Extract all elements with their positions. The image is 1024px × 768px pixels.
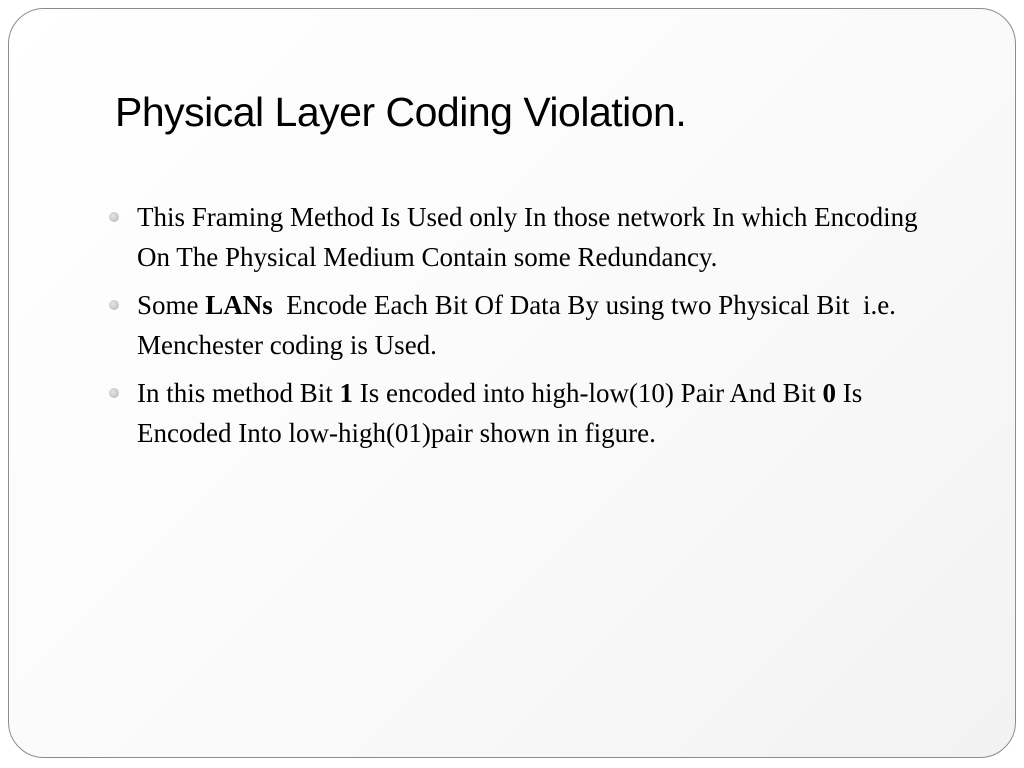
bullet-text-suffix: Is Encoded Into low-high(01)pair shown in figure. [137, 378, 863, 448]
bullet-bold-digit: 0 [822, 378, 836, 408]
bullet-bold-digit: 1 [339, 378, 353, 408]
bullet-item [107, 373, 927, 453]
bullet-bold-term: LANs [205, 290, 273, 320]
bullet-icon [109, 388, 119, 398]
bullet-item [107, 285, 927, 365]
bullet-item [107, 197, 927, 277]
bullet-text: This Framing Method Is Used only In those network In which Encoding On The Physical Medium Contain some Redundancy. [137, 202, 918, 272]
bullet-text-middle: Is encoded into high-low(10) Pair And Bit [353, 378, 823, 408]
slide-title: Physical Layer Coding Violation. [115, 89, 687, 135]
bullet-text-prefix: In this method Bit [137, 378, 340, 408]
slide-frame [8, 8, 1016, 758]
bullet-icon [109, 300, 119, 310]
bullet-text-suffix: Encode Each Bit Of Data By using two Physical Bit i.e. Menchester coding is Used. [137, 290, 903, 360]
bullet-text-prefix: Some [137, 290, 206, 320]
bullet-icon [109, 212, 119, 222]
bullet-list [107, 197, 927, 461]
